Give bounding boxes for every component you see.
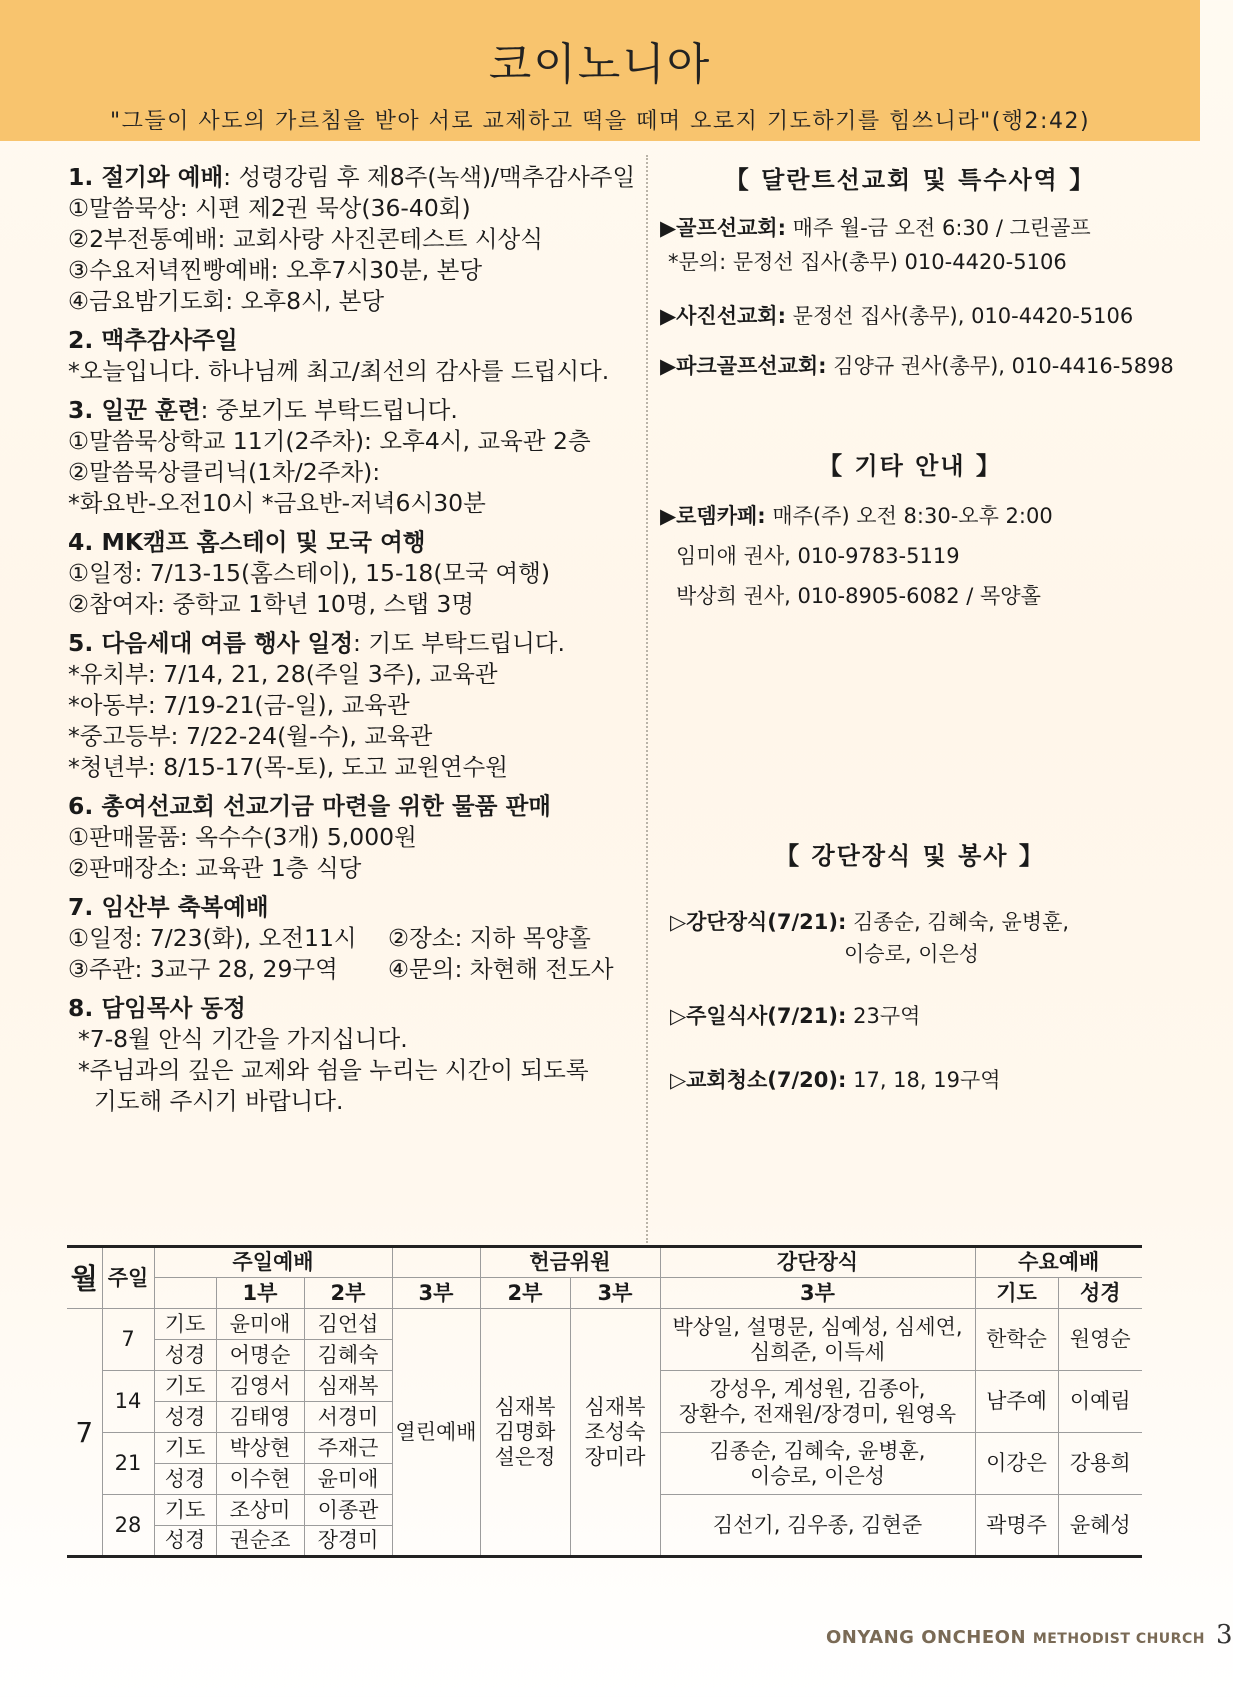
parkgolf-label: ▶파크골프선교회: <box>660 354 827 378</box>
announcement-line: ①말씀묵상: 시편 제2권 묵상(36-40회) <box>68 194 471 222</box>
photo-text: 문정선 집사(총무), 010-4420-5106 <box>792 304 1134 328</box>
header-3bu: 3부 <box>392 1278 480 1309</box>
announcement-3 <box>68 395 640 519</box>
meal-text: 23구역 <box>853 1004 921 1028</box>
announcement-line: *청년부: 8/15-17(목-토), 도고 교원연수원 <box>68 753 508 781</box>
announcement-line: ③수요저녁찐빵예배: 오후7시30분, 본당 <box>68 256 483 284</box>
role-cell: 성경 <box>154 1340 216 1371</box>
name-cell: 이수현 <box>216 1464 304 1495</box>
wed-prayer-cell: 곽명주 <box>975 1495 1058 1557</box>
announcement-line: ④금요밤기도회: 오후8시, 본당 <box>68 287 385 315</box>
announcement-1 <box>68 162 640 317</box>
announcement-title: 1. 절기와 예배 <box>68 163 224 191</box>
announcements-column <box>68 162 640 1125</box>
photo-mission <box>660 300 1133 330</box>
role-cell: 기도 <box>154 1495 216 1526</box>
third-service-cell: 열린예배 <box>392 1309 480 1557</box>
announcement-line: ②판매장소: 교육관 1층 식당 <box>68 854 362 882</box>
name-cell: 김혜숙 <box>304 1340 392 1371</box>
name-cell: 심재복 <box>304 1371 392 1402</box>
name-cell: 주재근 <box>304 1433 392 1464</box>
header-blank-2 <box>154 1278 216 1309</box>
role-cell: 기도 <box>154 1371 216 1402</box>
week-cell: 14 <box>102 1371 154 1433</box>
announcement-heading <box>68 791 640 822</box>
announcement-heading <box>68 325 640 356</box>
announcement-title: 7. 임산부 축복예배 <box>68 893 269 921</box>
service-schedule-table <box>67 1245 1142 1558</box>
header-offering-2bu: 2부 <box>480 1278 570 1309</box>
golf-label: ▶골프선교회: <box>660 216 786 240</box>
header-wednesday: 수요예배 <box>975 1247 1142 1278</box>
announcement-line: *화요반-오전10시 *금요반-저녁6시30분 <box>68 489 486 517</box>
table-row <box>67 1309 1142 1340</box>
announcement-title: 2. 맥추감사주일 <box>68 326 238 354</box>
clean-text: 17, 18, 19구역 <box>853 1068 1001 1092</box>
deco-text-2: 이승로, 이은성 <box>844 942 980 966</box>
role-cell: 성경 <box>154 1526 216 1557</box>
week-cell: 28 <box>102 1495 154 1557</box>
role-cell: 기도 <box>154 1433 216 1464</box>
announcement-heading <box>68 892 640 923</box>
role-cell: 성경 <box>154 1402 216 1433</box>
header-offering: 헌금위원 <box>480 1247 660 1278</box>
announcement-line: *7-8월 안식 기간을 가지십니다. <box>78 1025 408 1053</box>
page-title: 코이노니아 <box>488 39 712 90</box>
announcement-heading <box>68 527 640 558</box>
name-cell: 김태영 <box>216 1402 304 1433</box>
header-altar: 강단장식 <box>660 1247 975 1278</box>
clean-label: ▷교회청소(7/20): <box>670 1068 847 1092</box>
announcement-8 <box>68 993 640 1117</box>
announcement-7 <box>68 892 640 985</box>
announcement-line: ①일정: 7/13-15(홈스테이), 15-18(모국 여행) <box>68 559 550 587</box>
announcement-6 <box>68 791 640 884</box>
announcement-line: *유치부: 7/14, 21, 28(주일 3주), 교육관 <box>68 660 498 688</box>
altar-cell: 박상일, 설명문, 심예성, 심세연, 심희준, 이득세 <box>660 1309 975 1371</box>
wed-scripture-cell: 윤혜성 <box>1058 1495 1142 1557</box>
announcement-line: *오늘입니다. 하나님께 최고/최선의 감사를 드립시다. <box>68 357 610 385</box>
name-cell: 서경미 <box>304 1402 392 1433</box>
meal-label: ▷주일식사(7/21): <box>670 1004 847 1028</box>
page-number: 3 <box>1216 1620 1233 1650</box>
announcement-line: ②참여자: 중학교 1학년 10명, 스탭 3명 <box>68 590 475 618</box>
announcement-heading <box>68 162 640 193</box>
altar-cell: 강성우, 계성원, 김종아, 장환수, 전재원/장경미, 원영옥 <box>660 1371 975 1433</box>
name-cell: 권순조 <box>216 1526 304 1557</box>
announcement-title: 4. MK캠프 홈스테이 및 모국 여행 <box>68 528 426 556</box>
parkgolf-mission <box>660 350 1174 380</box>
announcement-line-pair <box>68 954 640 985</box>
announcement-5 <box>68 628 640 783</box>
header-blank <box>392 1247 480 1278</box>
announcement-title: 3. 일꾼 훈련 <box>68 396 201 424</box>
announcement-line: *아동부: 7/19-21(금-일), 교육관 <box>68 691 410 719</box>
name-cell: 조상미 <box>216 1495 304 1526</box>
announcement-4 <box>68 527 640 620</box>
church-name-main: ONYANG ONCHEON <box>826 1627 1027 1648</box>
offering-2bu-cell: 심재복 김명화 설은정 <box>480 1309 570 1557</box>
header-altar-3bu: 3부 <box>660 1278 975 1309</box>
church-cleaning <box>670 1064 1001 1094</box>
role-cell: 성경 <box>154 1464 216 1495</box>
header-verse: "그들이 사도의 가르침을 받아 서로 교제하고 떡을 떼며 오로지 기도하기를 힘쓰니라"(행2:42) <box>109 109 1091 134</box>
header-scripture: 성경 <box>1058 1278 1142 1309</box>
name-cell: 김언섭 <box>304 1309 392 1340</box>
name-cell: 박상현 <box>216 1433 304 1464</box>
photo-label: ▶사진선교회: <box>660 304 786 328</box>
golf-mission <box>660 212 1091 242</box>
sunday-meal <box>670 1000 920 1030</box>
announcement-pair-item: ④문의: 차현해 전도사 <box>388 955 614 983</box>
cafe-label: ▶로뎀카페: <box>660 504 766 528</box>
wed-scripture-cell: 원영순 <box>1058 1309 1142 1371</box>
name-cell: 어명순 <box>216 1340 304 1371</box>
header-1bu: 1부 <box>216 1278 304 1309</box>
header-prayer: 기도 <box>975 1278 1058 1309</box>
announcement-heading <box>68 993 640 1024</box>
announcement-line-pair <box>68 923 640 954</box>
golf-contact: *문의: 문정선 집사(총무) 010-4420-5106 <box>668 250 1067 274</box>
announcement-title: 5. 다음세대 여름 행사 일정 <box>68 629 354 657</box>
altar-cell: 김선기, 김우종, 김현준 <box>660 1495 975 1557</box>
etc-heading: 【 기타 안내 】 <box>818 452 1002 480</box>
wed-scripture-cell: 강용희 <box>1058 1433 1142 1495</box>
announcement-subtitle: : 중보기도 부탁드립니다. <box>200 396 458 424</box>
header-offering-3bu: 3부 <box>570 1278 660 1309</box>
announcement-line: ②2부전통예배: 교회사랑 사진콘테스트 시상식 <box>68 225 543 253</box>
announcement-title: 6. 총여선교회 선교기금 마련을 위한 물품 판매 <box>68 792 551 820</box>
altar-heading: 【 강단장식 및 봉사 】 <box>775 842 1045 870</box>
announcement-heading <box>68 628 640 659</box>
announcement-title: 8. 담임목사 동정 <box>68 994 246 1022</box>
column-divider <box>646 155 648 1243</box>
announcement-pair-item: ③주관: 3교구 28, 29구역 <box>68 955 338 983</box>
announcement-line: 기도해 주시기 바랍니다. <box>94 1087 344 1115</box>
deco-text-1: 김종순, 김혜숙, 윤병훈, <box>853 910 1070 934</box>
header-month: 월 <box>67 1247 102 1309</box>
cafe-contact-2: 박상희 권사, 010-8905-6082 / 목양홀 <box>676 584 1041 608</box>
cafe-contact-1: 임미애 권사, 010-9783-5119 <box>676 544 960 568</box>
role-cell: 기도 <box>154 1309 216 1340</box>
altar-cell: 김종순, 김혜숙, 윤병훈, 이승로, 이은성 <box>660 1433 975 1495</box>
week-cell: 7 <box>102 1309 154 1371</box>
footer <box>826 1620 1233 1650</box>
announcement-line: *중고등부: 7/22-24(월-수), 교육관 <box>68 722 433 750</box>
altar-decoration <box>670 906 1069 936</box>
name-cell: 윤미애 <box>216 1309 304 1340</box>
golf-text: 매주 월-금 오전 6:30 / 그린골프 <box>792 216 1091 240</box>
announcement-2 <box>68 325 640 387</box>
announcement-pair-item: ②장소: 지하 목양홀 <box>388 924 591 952</box>
name-cell: 장경미 <box>304 1526 392 1557</box>
month-cell: 7 <box>67 1309 102 1557</box>
announcement-line: *주님과의 깊은 교제와 쉼을 누리는 시간이 되도록 <box>78 1056 589 1084</box>
church-name-sub: METHODIST CHURCH <box>1032 1631 1205 1647</box>
name-cell: 김영서 <box>216 1371 304 1402</box>
announcement-heading <box>68 395 640 426</box>
wed-prayer-cell: 한학순 <box>975 1309 1058 1371</box>
wed-prayer-cell: 남주예 <box>975 1371 1058 1433</box>
header-2bu: 2부 <box>304 1278 392 1309</box>
parkgolf-text: 김양규 권사(총무), 010-4416-5898 <box>833 354 1174 378</box>
announcement-line: ①판매물품: 옥수수(3개) 5,000원 <box>68 823 417 851</box>
deco-label: ▷강단장식(7/21): <box>670 910 847 934</box>
cafe-text: 매주(주) 오전 8:30-오후 2:00 <box>772 504 1053 528</box>
announcement-subtitle: : 기도 부탁드립니다. <box>353 629 565 657</box>
offering-3bu-cell: 심재복 조성숙 장미라 <box>570 1309 660 1557</box>
cafe-info <box>660 500 1053 530</box>
mission-heading: 【 달란트선교회 및 특수사역 】 <box>724 166 1096 194</box>
page-header <box>0 0 1200 141</box>
week-cell: 21 <box>102 1433 154 1495</box>
announcement-line: ②말씀묵상클리닉(1차/2주차): <box>68 458 381 486</box>
wed-scripture-cell: 이예림 <box>1058 1371 1142 1433</box>
wed-prayer-cell: 이강은 <box>975 1433 1058 1495</box>
announcement-line: ①말씀묵상학교 11기(2주차): 오후4시, 교육관 2층 <box>68 427 591 455</box>
church-name <box>826 1627 1205 1648</box>
name-cell: 이종관 <box>304 1495 392 1526</box>
header-week: 주일 <box>102 1247 154 1309</box>
announcement-pair-item: ①일정: 7/23(화), 오전11시 <box>68 924 357 952</box>
name-cell: 윤미애 <box>304 1464 392 1495</box>
header-sunday-service: 주일예배 <box>154 1247 392 1278</box>
announcement-subtitle: : 성령강림 후 제8주(녹색)/맥추감사주일 <box>223 163 636 191</box>
